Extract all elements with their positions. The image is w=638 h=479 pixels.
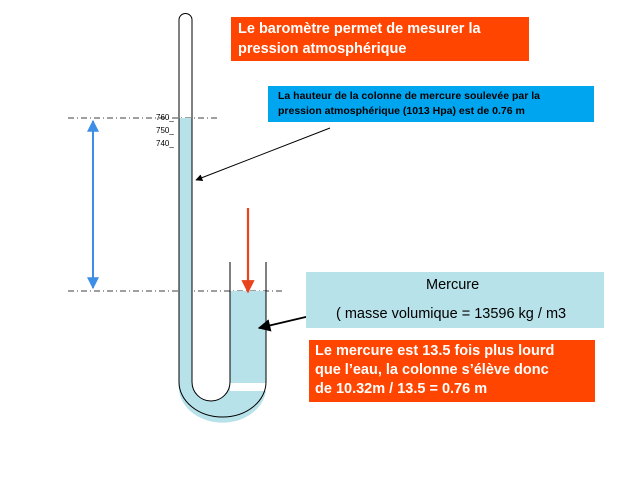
- explanation-line-1: Le mercure est 13.5 fois plus lourd: [315, 343, 555, 359]
- info-line-2: pression atmosphérique (1013 Hpa) est de 0.76 m: [278, 105, 525, 117]
- height-info-callout: [268, 86, 594, 122]
- scale-tick-740: 740_: [156, 139, 174, 148]
- mercury-title: Mercure: [426, 277, 480, 293]
- reservoir-mercury: [230, 291, 266, 383]
- explanation-callout: [309, 340, 595, 402]
- mercury-density: ( masse volumique = 13596 kg / m3: [336, 306, 567, 322]
- scale-tick-760: 760_: [156, 113, 174, 122]
- info-line-1: La hauteur de la colonne de mercure soulevée par la: [278, 90, 541, 102]
- title-line-2: pression atmosphérique: [238, 41, 407, 57]
- mercury-callout: [306, 272, 604, 328]
- tube-pointer-arrow: [196, 128, 330, 180]
- title-callout: [231, 17, 529, 61]
- explanation-line-3: de 10.32m / 13.5 = 0.76 m: [315, 381, 488, 397]
- scale-tick-750: 750_: [156, 126, 174, 135]
- title-line-1: Le baromètre permet de mesurer la: [238, 21, 481, 37]
- explanation-line-2: que l’eau, la colonne s’élève donc: [315, 362, 549, 378]
